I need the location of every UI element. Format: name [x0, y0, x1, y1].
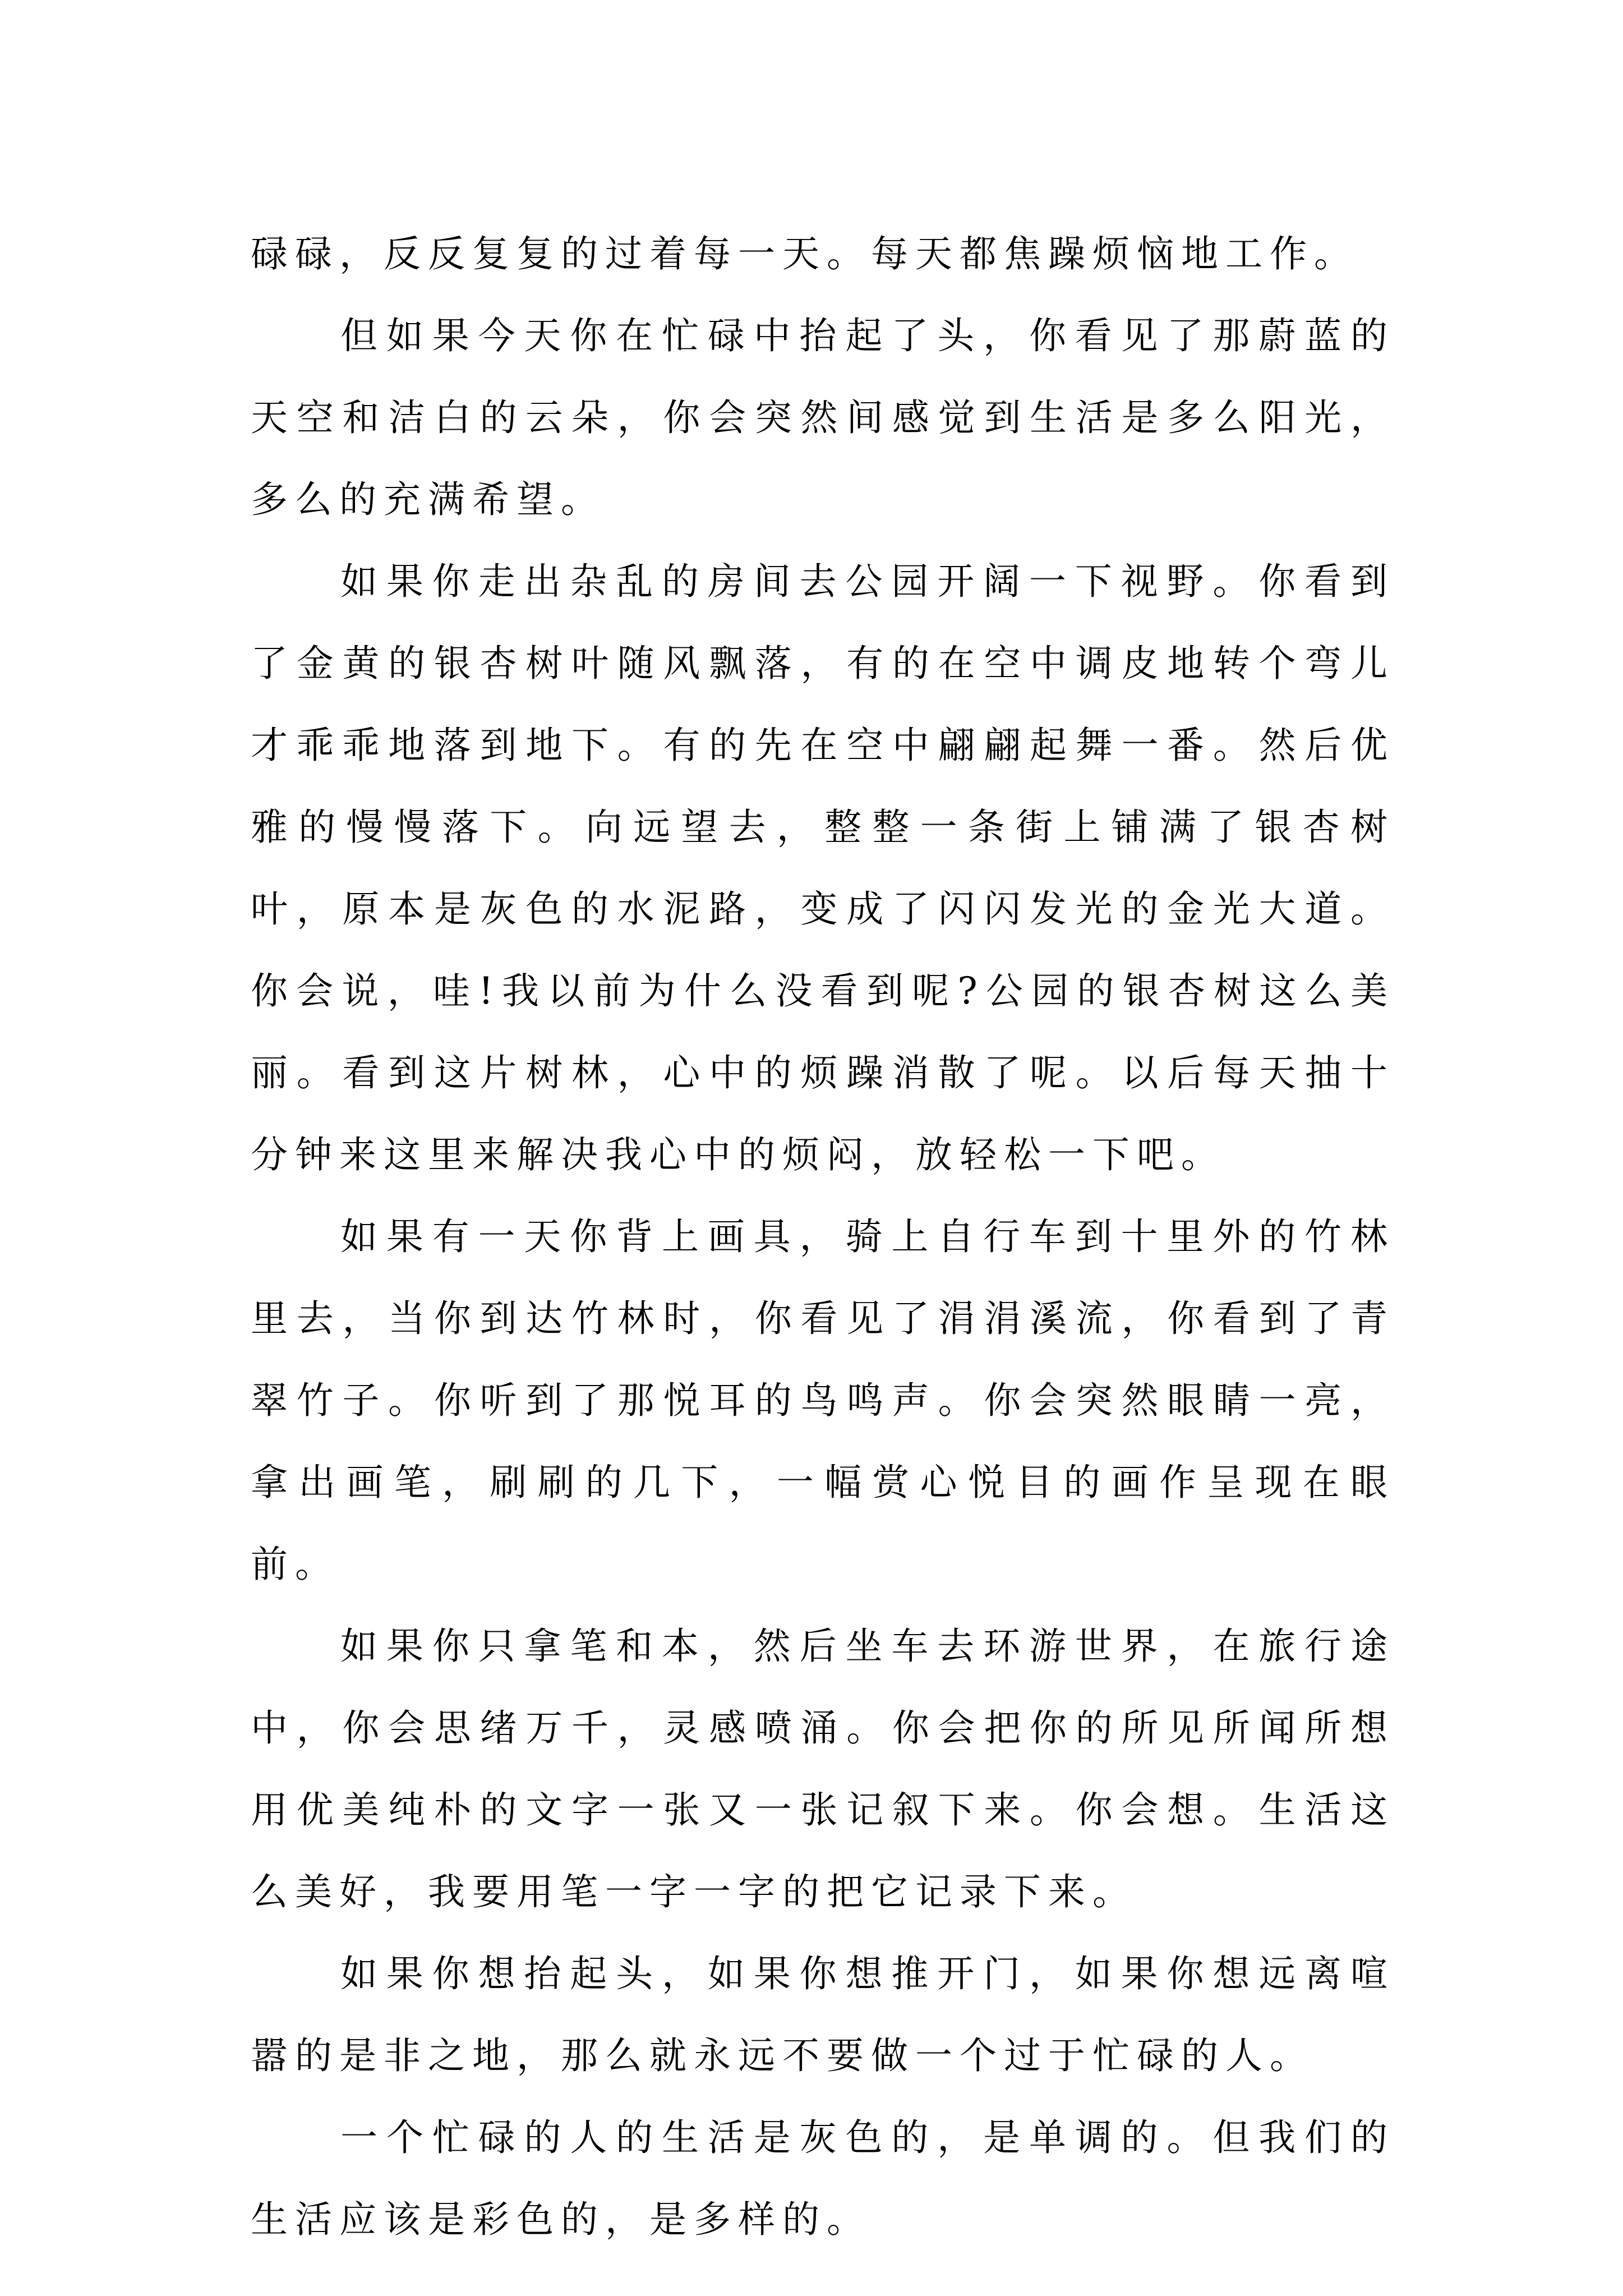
paragraph-7: 一个忙碌的人的生活是灰色的，是单调的。但我们的生活应该是彩色的，是多样的。: [251, 2116, 1395, 2241]
paragraph-2: 但如果今天你在忙碌中抬起了头，你看见了那蔚蓝的天空和洁白的云朵，你会突然间感觉到生活是多么阳光，多么的充满希望。: [251, 314, 1395, 521]
paragraph-6: 如果你想抬起头，如果你想推开门，如果你想远离喧嚣的是非之地，那么就永远不要做一个过于忙碌的人。: [251, 1952, 1395, 2077]
paragraph-1: 碌碌，反反复复的过着每一天。每天都焦躁烦恼地工作。: [251, 232, 1358, 275]
paragraph-5: 如果你只拿笔和本，然后坐车去环游世界，在旅行途中，你会思绪万千，灵感喷涌。你会把你的所见所闻所想用优美纯朴的文字一张又一张记叙下来。你会想。生活这么美好，我要用笔一字一字的把它记录下来。: [251, 1625, 1395, 1913]
document-page: [251, 213, 1395, 2261]
paragraph-4: 如果有一天你背上画具，骑上自行车到十里外的竹林里去，当你到达竹林时，你看见了涓涓溪流，你看到了青翠竹子。你听到了那悦耳的鸟鸣声。你会突然眼睛一亮，拿出画笔，刷刷的几下，一幅赏心悦目的画作呈现在眼前。: [251, 1215, 1395, 1586]
paragraph-3: 如果你走出杂乱的房间去公园开阔一下视野。你看到了金黄的银杏树叶随风飘落，有的在空中调皮地转个弯儿才乖乖地落到地下。有的先在空中翩翩起舞一番。然后优雅的慢慢落下。向远望去，整整一条街上铺满了银杏树叶，原本是灰色的水泥路，变成了闪闪发光的金光大道。你会说，哇!我以前为什么没看到呢?公园的银杏树这么美丽。看到这片树林，心中的烦躁消散了呢。以后每天抽十分钟来这里来解决我心中的烦闷，放轻松一下吧。: [251, 560, 1395, 1176]
